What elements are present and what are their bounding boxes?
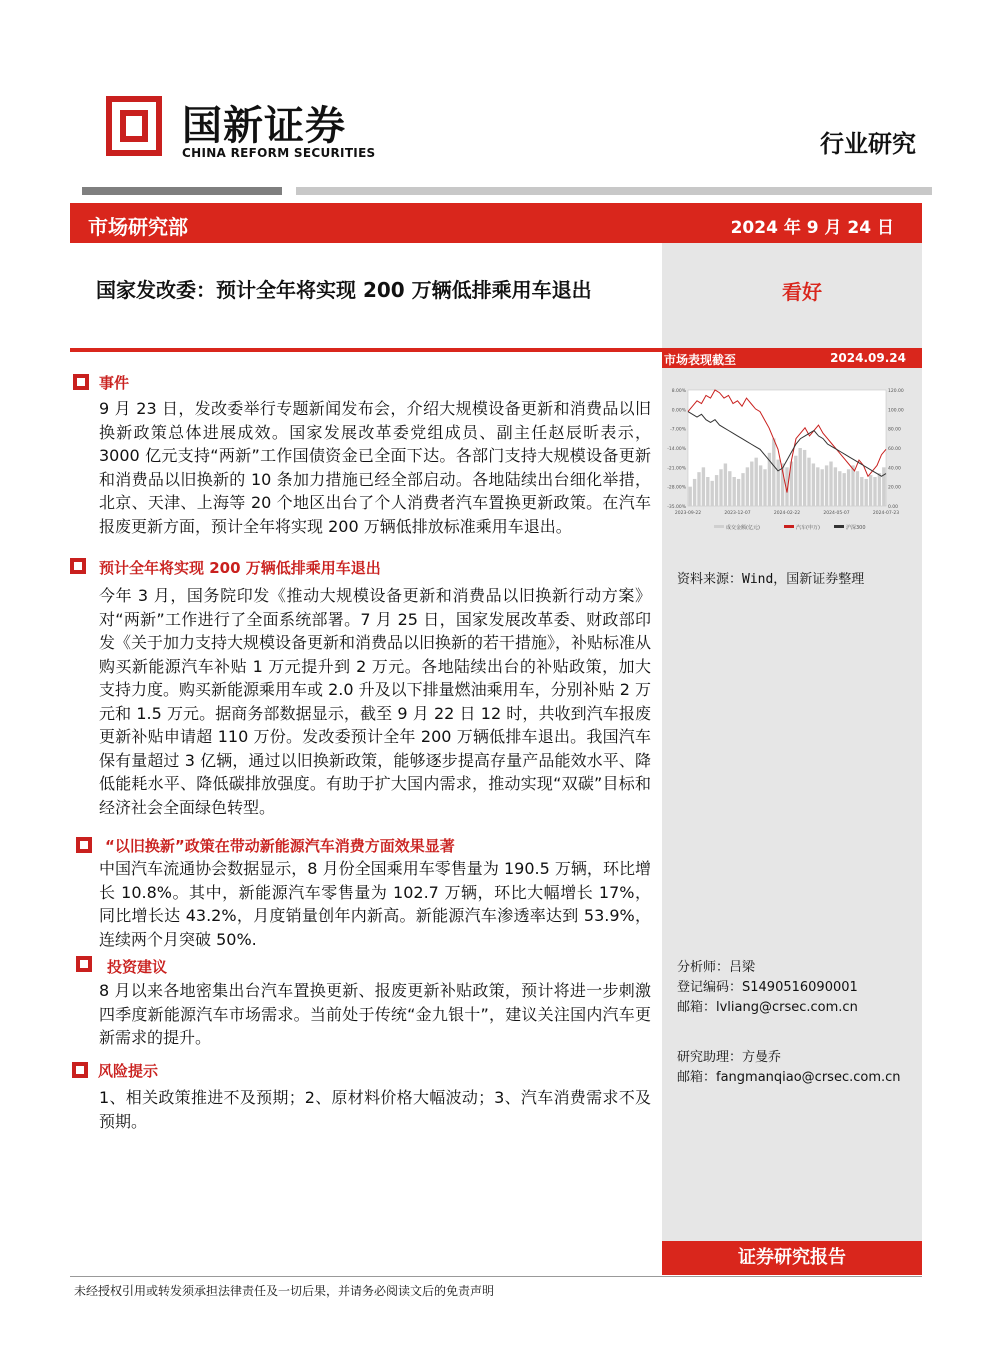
performance-date: 2024.09.24 bbox=[830, 351, 906, 365]
volume-bar bbox=[689, 487, 692, 506]
volume-bar bbox=[829, 462, 832, 506]
section-bullet-icon bbox=[72, 1062, 88, 1078]
volume-bar bbox=[737, 479, 740, 506]
analyst-registration: 登记编码：S1490516090001 bbox=[677, 980, 858, 995]
volume-bar bbox=[812, 463, 815, 506]
section-body-risk: 1、相关政策推进不及预期；2、原材料价格大幅波动；3、汽车消费需求不及预期。 bbox=[99, 1088, 651, 1131]
volume-bar bbox=[750, 462, 753, 506]
assistant-email[interactable]: 邮箱：fangmanqiao@crsec.com.cn bbox=[677, 1070, 901, 1085]
volume-bar bbox=[843, 473, 846, 506]
market-performance-band bbox=[662, 348, 922, 368]
volume-bar bbox=[860, 477, 863, 506]
volume-bar bbox=[799, 448, 802, 506]
left-axis-tick-label: -14.00% bbox=[667, 447, 686, 452]
volume-bar bbox=[803, 450, 806, 506]
volume-bar bbox=[702, 467, 705, 506]
volume-bar bbox=[693, 479, 696, 506]
legend-label: 成交金额(亿元) bbox=[726, 525, 760, 531]
volume-bar bbox=[763, 469, 766, 506]
header-divider-dark bbox=[82, 187, 282, 195]
right-axis-tick-label: 60.00 bbox=[888, 447, 901, 452]
right-axis-tick-label: 100.00 bbox=[888, 408, 904, 414]
logo-chinese-name: 国新证券 bbox=[182, 103, 346, 149]
volume-bar bbox=[882, 467, 885, 506]
volume-bar bbox=[825, 465, 828, 506]
market-performance-chart bbox=[664, 380, 914, 540]
volume-bar bbox=[715, 475, 718, 506]
section-bullet-icon bbox=[73, 374, 89, 390]
disclaimer-text: 未经授权引用或转发须承担法律责任及一切后果，并请务必阅读文后的免责声明 bbox=[74, 1284, 495, 1298]
section-title-effect: “以旧换新”政策在带动新能源汽车消费方面效果显著 bbox=[105, 837, 455, 855]
volume-bar bbox=[807, 458, 810, 506]
header-divider-light bbox=[296, 187, 932, 195]
report-title: 国家发改委：预计全年将实现 200 万辆低排乘用车退出 bbox=[96, 278, 592, 302]
x-axis-tick-label: 2023-09-22 bbox=[674, 511, 702, 516]
right-axis-tick-label: 80.00 bbox=[888, 427, 901, 433]
volume-bar bbox=[759, 465, 762, 506]
volume-bar bbox=[733, 477, 736, 506]
section-body-advice: 8 月以来各地密集出台汽车置换更新、报废更新补贴政策，预计将进一步刺激四季度新能源汽车市场需求。当前处于传统“金九银十”，建议关注国内汽车更新需求的提升。 bbox=[99, 981, 651, 1047]
left-axis-tick-label: -28.00% bbox=[667, 485, 686, 491]
legend-swatch bbox=[784, 525, 794, 528]
section-title-event: 事件 bbox=[99, 374, 130, 392]
volume-bar bbox=[851, 465, 854, 506]
volume-bar bbox=[697, 472, 700, 506]
report-type-label: 行业研究 bbox=[820, 130, 916, 158]
right-axis-tick-label: 40.00 bbox=[888, 466, 901, 472]
volume-bar bbox=[741, 473, 744, 506]
volume-bar bbox=[865, 479, 868, 506]
chart-svg bbox=[664, 380, 914, 540]
footer-divider bbox=[70, 1276, 922, 1277]
assistant-name: 研究助理：方曼乔 bbox=[677, 1050, 782, 1065]
volume-bar bbox=[719, 469, 722, 506]
volume-bar bbox=[777, 460, 780, 506]
logo-english-name: CHINA REFORM SECURITIES bbox=[182, 146, 376, 160]
performance-label: 市场表现截至 bbox=[664, 353, 737, 367]
right-axis-tick-label: 0.00 bbox=[888, 505, 899, 510]
report-date: 2024 年 9 月 24 日 bbox=[730, 218, 894, 238]
section-bullet-icon bbox=[76, 956, 92, 972]
volume-bar bbox=[746, 467, 749, 506]
legend-swatch bbox=[714, 525, 724, 528]
analyst-email[interactable]: 邮箱：lvliang@crsec.com.cn bbox=[677, 1000, 858, 1015]
volume-bar bbox=[772, 438, 775, 506]
section-body-effect: 中国汽车流通协会数据显示，8 月份全国乘用车零售量为 190.5 万辆，环比增长 10.8%。其中，新能源汽车零售量为 102.7 万辆，环比大幅增长 17%，同比增长达 43.2%，月度销量创年内新高。新能源汽车渗透率达到 53.9%，连续两个月突破 50%. bbox=[99, 859, 651, 949]
volume-bar bbox=[706, 477, 709, 506]
volume-bar bbox=[794, 456, 797, 506]
x-axis-tick-label: 2024-07-23 bbox=[872, 511, 900, 516]
volume-bar bbox=[755, 458, 758, 506]
volume-bar bbox=[873, 477, 876, 506]
section-bullet-icon bbox=[76, 837, 92, 853]
section-bullet-icon bbox=[70, 558, 86, 574]
x-axis-tick-label: 2024-05-07 bbox=[823, 511, 850, 516]
volume-bar bbox=[821, 469, 824, 506]
volume-bar bbox=[728, 471, 731, 506]
title-underline bbox=[70, 348, 662, 352]
left-axis-tick-label: -7.00% bbox=[670, 427, 686, 433]
logo-mark-icon bbox=[106, 96, 162, 156]
right-axis-tick-label: 120.00 bbox=[888, 389, 904, 394]
x-axis-tick-label: 2024-02-22 bbox=[773, 511, 801, 516]
section-title-risk: 风险提示 bbox=[98, 1062, 159, 1080]
volume-bar bbox=[724, 463, 727, 506]
rating-label: 看好 bbox=[782, 280, 822, 304]
section-body-target: 今年 3 月，国务院印发《推动大规模设备更新和消费品以旧换新行动方案》对“两新”工作进行了全面系统部署。7 月 25 日，国家发展改革委、财政部印发《关于加力支持大规模设备更新和消费品以旧换新的若干措施》，补贴标准从购买新能源汽车补贴 1 万元提升到 2 万元。各地陆续出台的补贴政策，加大支持力度。购买新能源乘用车或 2.0 升及以下排量燃油乘用车，分别补贴 2 万元和 1.5 万元。据商务部数据显示，截至 9 月 22 日 12 时，共收到汽车报废更新补贴申请超 110 万份。发改委预计全年 200 万辆低排车退出。我国汽车保有量超过 3 亿辆，通过以旧换新政策，能够逐步提高存量产品能效水平、降低能耗水平、降低碳排放强度。有助于扩大国内需求，推动实现“双碳”目标和经济社会全面绿色转型。 bbox=[99, 586, 652, 817]
volume-bar bbox=[869, 475, 872, 506]
legend-label: 汽车(申万) bbox=[796, 525, 820, 531]
left-axis-tick-label: 8.00% bbox=[671, 389, 686, 394]
legend-swatch bbox=[834, 525, 844, 528]
x-axis-tick-label: 2023-12-07 bbox=[724, 511, 751, 516]
volume-bar bbox=[711, 481, 714, 506]
section-title-advice: 投资建议 bbox=[107, 958, 168, 976]
left-axis-tick-label: -35.00% bbox=[667, 505, 686, 510]
analyst-name: 分析师：吕梁 bbox=[677, 960, 756, 975]
left-axis-tick-label: 0.00% bbox=[671, 408, 686, 414]
legend-label: 沪深300 bbox=[846, 525, 866, 531]
section-body-event: 9 月 23 日，发改委举行专题新闻发布会，介绍大规模设备更新和消费品以旧换新政策总体进展成效。国家发展改革委党组成员、副主任赵辰昕表示，3000 亿元支持“两新”工作国债资金已全面下达。各部门支持大规模设备更新和消费品以旧换新的 10 条加力措施已经全部启动。各地陆续出台细化举措，北京、天津、上海等 20 个地区出台了个人消费者汽车置换更新政策。在汽车报废更新方面，预计全年将实现 200 万辆低排放标准乘用车退出。 bbox=[99, 399, 651, 536]
department-band bbox=[70, 203, 922, 243]
volume-bar bbox=[878, 473, 881, 506]
volume-bar bbox=[816, 467, 819, 506]
volume-bar bbox=[856, 471, 859, 506]
department-label: 市场研究部 bbox=[88, 215, 188, 239]
report-category-band: 证券研究报告 bbox=[662, 1241, 922, 1275]
section-title-target: 预计全年将实现 200 万辆低排乘用车退出 bbox=[99, 559, 381, 577]
right-axis-tick-label: 20.00 bbox=[888, 485, 901, 491]
chart-source: 资料来源：Wind，国新证券整理 bbox=[677, 572, 865, 587]
volume-bar bbox=[847, 469, 850, 506]
left-axis-tick-label: -21.00% bbox=[667, 466, 686, 472]
volume-bar bbox=[838, 471, 841, 506]
volume-bar bbox=[834, 467, 837, 506]
